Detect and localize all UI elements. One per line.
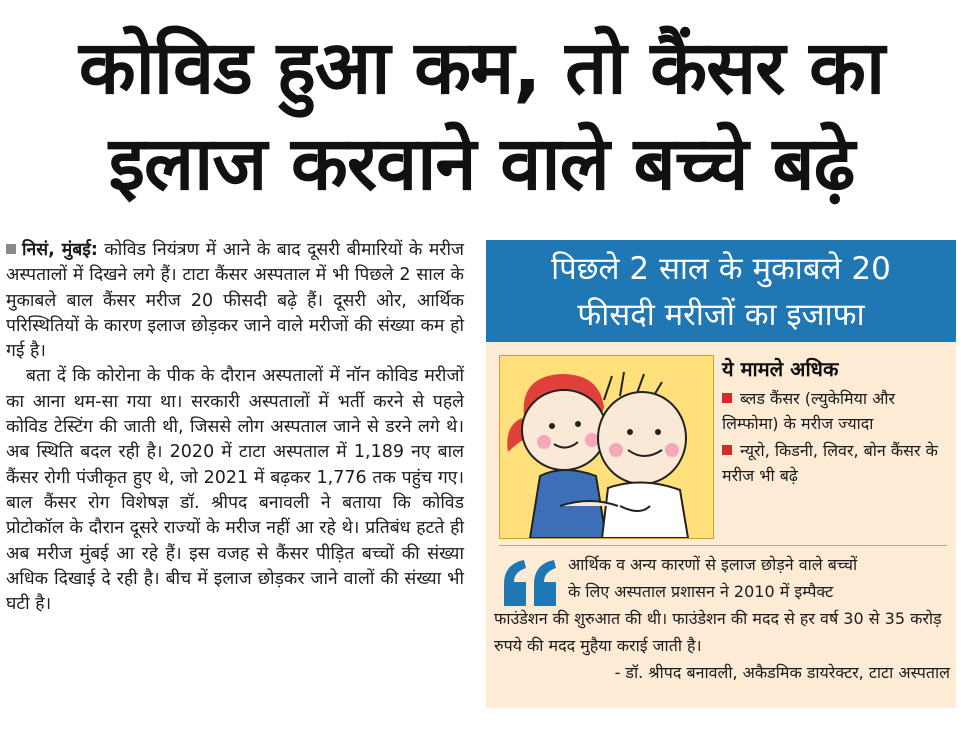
story-paragraph-1 [6, 238, 464, 364]
sidebar-box [486, 240, 956, 708]
headline [0, 20, 963, 212]
list-item [722, 386, 948, 436]
children-hugging-icon [500, 356, 713, 538]
list-item-text: न्यूरो, किडनी, लिवर, बोन कैंसर के मरीज भी बढ़े [722, 441, 938, 485]
quote-line-2: के लिए अस्पताल प्रशासन ने 2010 में इम्पैक्ट [568, 582, 834, 601]
list-item [722, 438, 948, 488]
sidebar-box-heading [486, 240, 956, 342]
story-paragraph-2: बता दें कि कोरोना के पीक के दौरान अस्पतालों में नॉन कोविड मरीजों का आना थम-सा गया था। सरकारी अस्पतालों में भर्ती करने से पहले कोविड टेस्टिंग की जाती थी, जिससे लोग अस्पताल जाने से डरने लगे थे। अब स्थिति बदल रही है। 2020 में टाटा अस्पताल में 1,189 नए बाल कैंसर रोगी पंजीकृत हुए थे, जो 2021 में बढ़कर 1,776 तक पहुंच गए। बाल कैंसर रोग विशेषज्ञ डॉ. श्रीपद बनावली ने बताया कि कोविड प्रोटोकॉल के दौरान दूसरे राज्यों के मरीज नहीं आ रहे थे। प्रतिबंध हटते ही अब मरीज मुंबई आ रहे हैं। इस वजह से कैंसर पीड़ित बच्चों की संख्या अधिक दिखाई दे रही है। बीच में इलाज छोड़कर जाने वालों की संख्या भी घटी है। [6, 366, 464, 615]
cases-list-title: ये मामले अधिक [722, 357, 839, 381]
quote-line-1: आर्थिक व अन्य कारणों से इलाज छोड़ने वाले बच्चों [568, 555, 858, 574]
quote-attribution: - डॉ. श्रीपद बनावली, अकैडमिक डायरेक्टर, टाटा अस्पताल [614, 663, 950, 682]
red-square-bullet-icon [722, 393, 732, 403]
main-story [6, 238, 464, 617]
box-heading-line-1: पिछले 2 साल के मुकाबले 20 [551, 251, 891, 287]
quote-block [494, 551, 952, 686]
headline-line-2: इलाज करवाने वाले बच्चे बढ़े [108, 121, 855, 207]
cases-list [722, 386, 948, 490]
quote-divider [499, 545, 947, 546]
red-square-bullet-icon [722, 445, 732, 455]
quote-rest: फाउंडेशन की शुरुआत की थी। फाउंडेशन की मदद से हर वर्ष 30 से 35 करोड़ रुपये की मदद मुहैया कराई जाती है। [494, 609, 942, 655]
dateline: निसं, मुंबई: [22, 240, 98, 260]
story-paragraph-1-text: कोविड नियंत्रण में आने के बाद दूसरी बीमारियों के मरीज अस्पतालों में दिखने लगे हैं। टाटा कैंसर अस्पताल में भी पिछले 2 साल के मुकाबले बाल कैंसर मरीज 20 फीसदी बढ़े हैं। दूसरी ओर, आर्थिक परिस्थितियों के कारण इलाज छोड़कर जाने वाले मरीजों की संख्या कम हो गई है। [6, 240, 464, 362]
headline-line-1: कोविड हुआ कम, तो कैंसर का [78, 25, 885, 111]
box-heading-line-2: फीसदी मरीजों का इजाफा [577, 297, 865, 333]
dateline-square-icon [6, 244, 16, 254]
list-item-text: ब्लड कैंसर (ल्युकेमिया और लिम्फोमा) के मरीज ज्यादा [722, 389, 896, 433]
children-hugging-illustration [499, 355, 714, 539]
